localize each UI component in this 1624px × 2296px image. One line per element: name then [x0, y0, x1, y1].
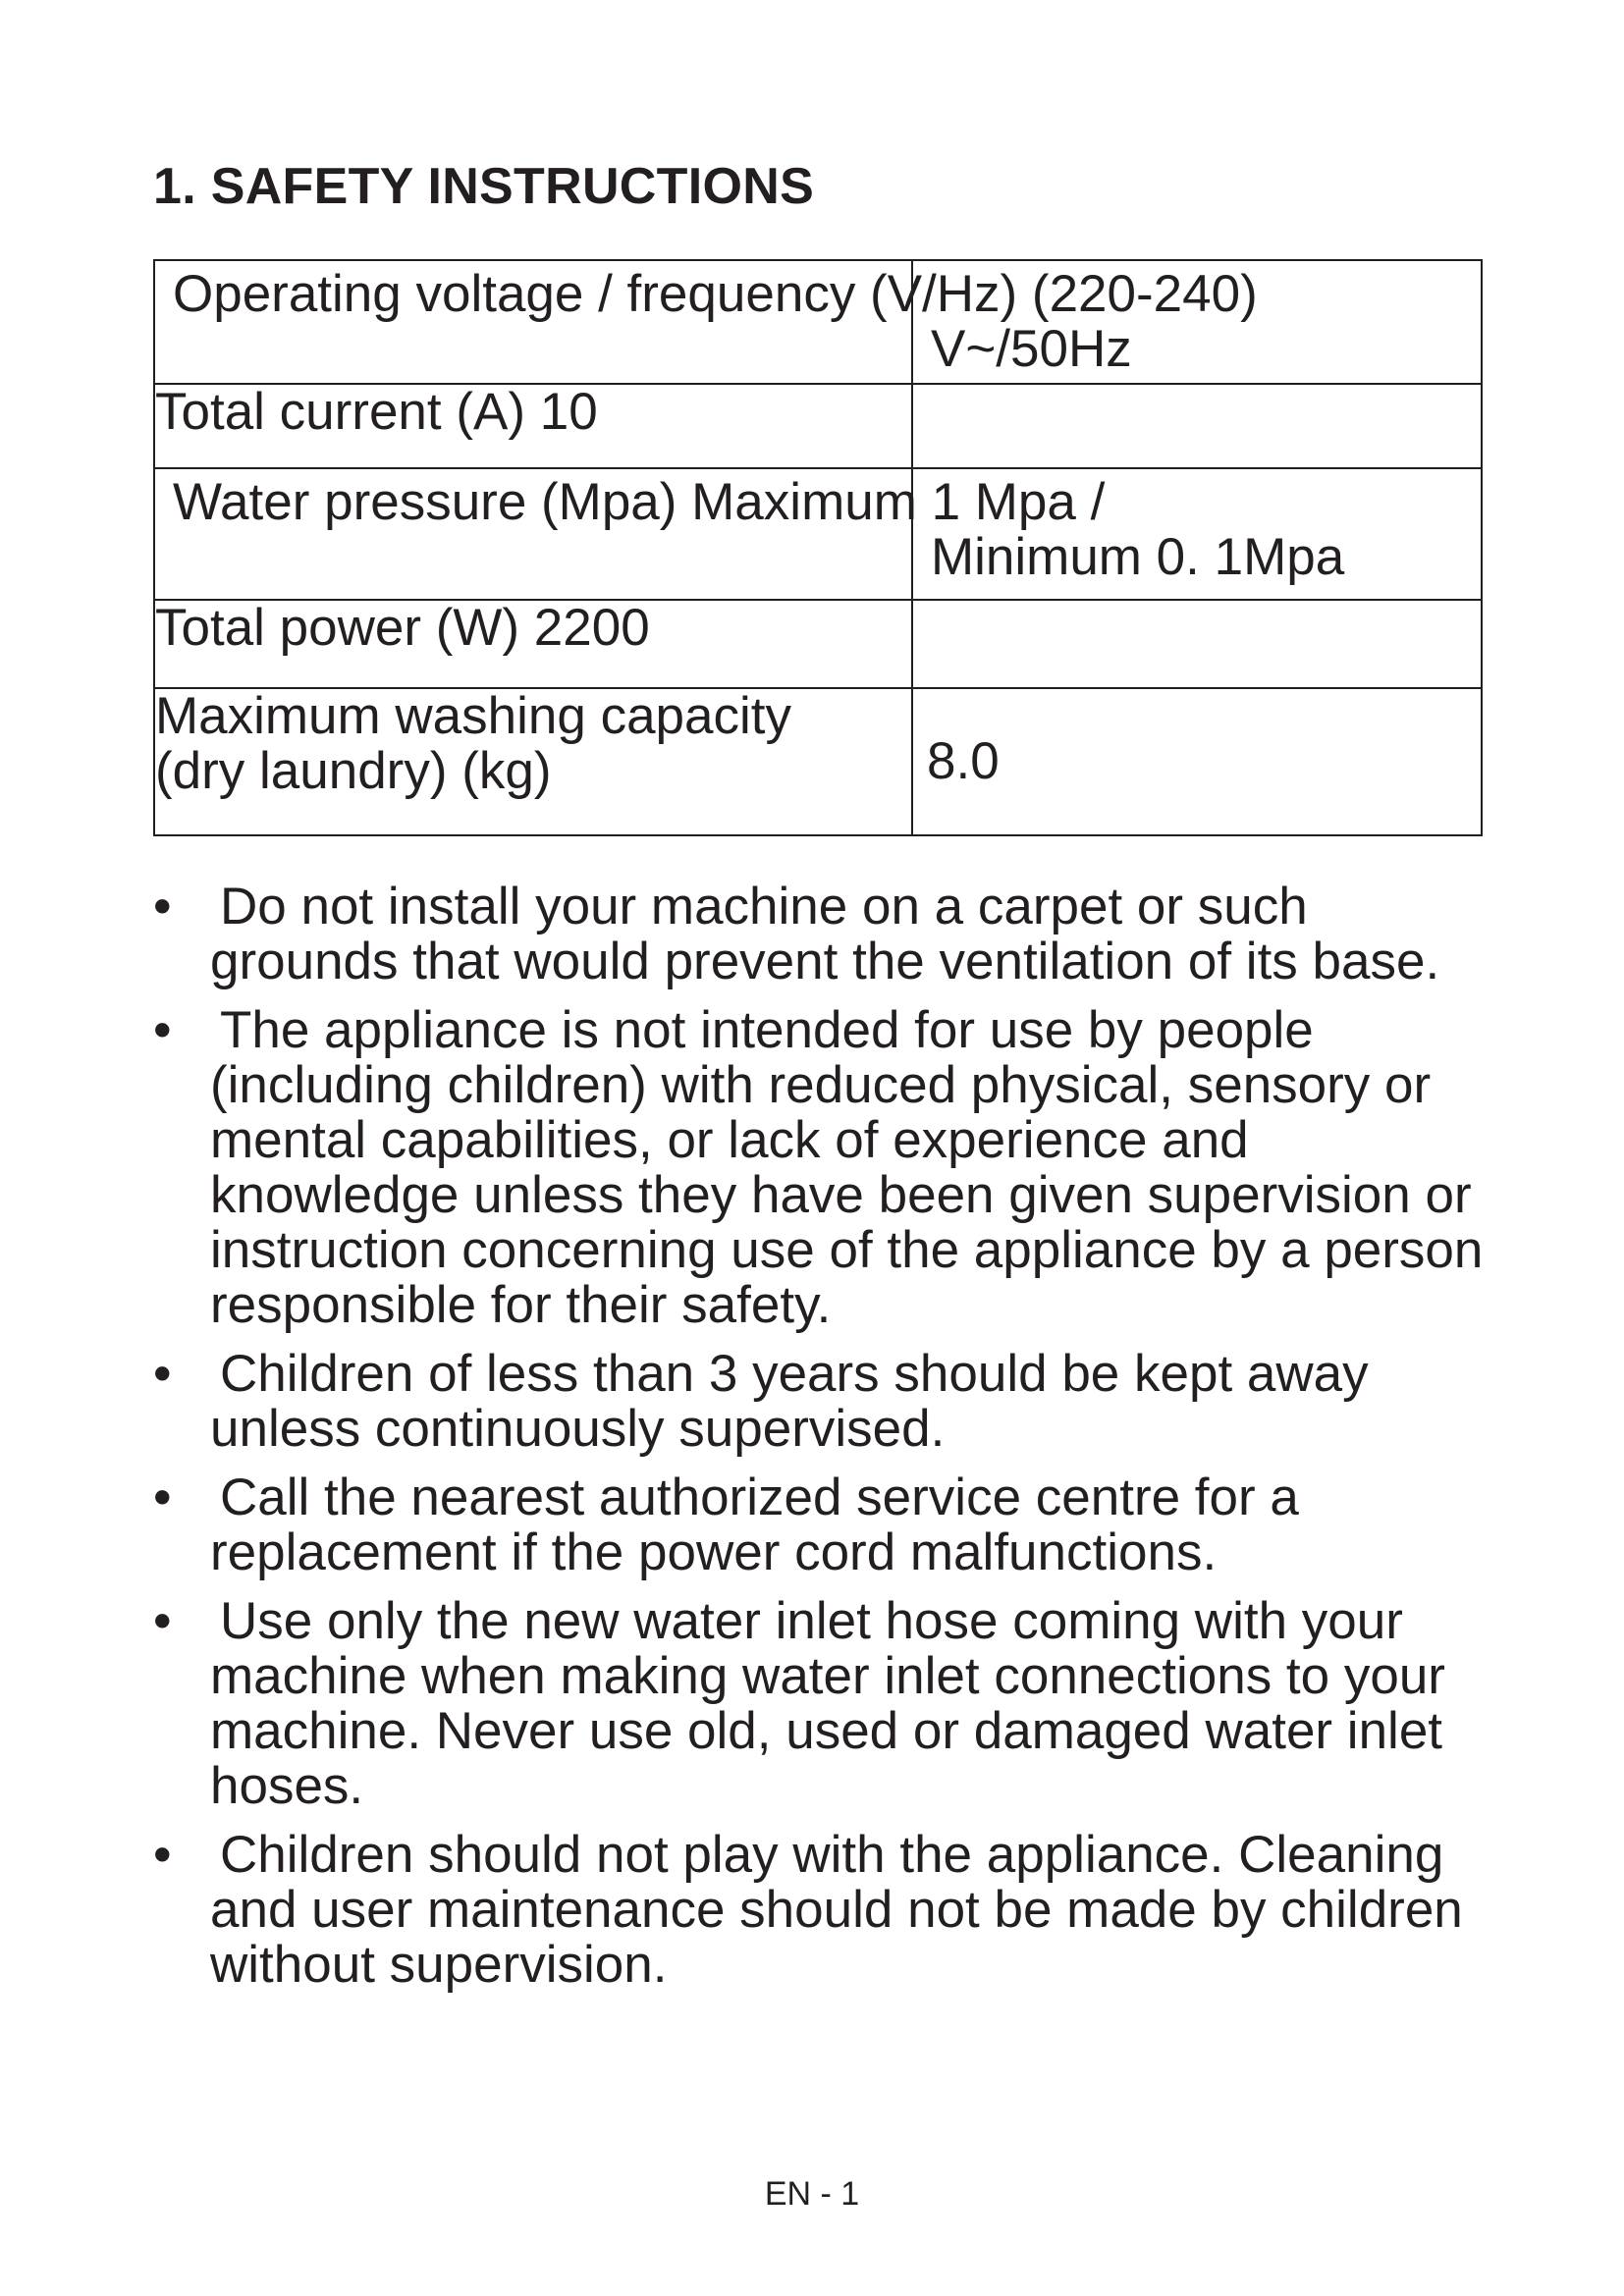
- bullet-icon: •: [153, 1826, 172, 1884]
- table-cell-label: [154, 468, 1106, 600]
- list-item: [153, 1470, 1508, 1580]
- list-item: [153, 1347, 1508, 1457]
- bullet-icon: •: [153, 878, 172, 935]
- bullet-text: Use only the new water inlet hose coming with your machine when making water inlet connections to your machine. Never use old, used or damaged water inlet hoses.: [210, 1592, 1445, 1815]
- list-item: [153, 880, 1508, 989]
- spec-table: [153, 259, 1483, 836]
- table-row: [154, 384, 1482, 468]
- bullet-text: Call the nearest authorized service centre for a replacement if the power cord malfunctions.: [210, 1468, 1299, 1581]
- page-title: 1. SAFETY INSTRUCTIONS: [153, 158, 815, 215]
- bullet-text: Do not install your machine on a carpet or such grounds that would prevent the ventilation of its base.: [210, 878, 1440, 990]
- bullet-icon: •: [153, 1592, 172, 1650]
- table-row: [154, 260, 1482, 384]
- operating-voltage-label: Operating voltage / frequency (V/Hz) (220-240): [173, 265, 1258, 323]
- table-cell-value: [912, 260, 1482, 384]
- table-cell-value: [912, 600, 1482, 688]
- total-power-label: Total power (W) 2200: [155, 599, 650, 657]
- bullet-icon: •: [153, 1001, 172, 1059]
- bullet-text: Children should not play with the appliance. Cleaning and user maintenance should not be made by children without supervision.: [210, 1826, 1463, 1994]
- operating-voltage-value: V~/50Hz: [931, 320, 1132, 378]
- list-item: [153, 1828, 1508, 1993]
- table-row: [154, 688, 1482, 835]
- water-pressure-value: Minimum 0. 1Mpa: [931, 528, 1345, 586]
- table-cell-label: [154, 600, 912, 688]
- table-row: [154, 468, 1482, 600]
- table-cell-value: [912, 384, 1482, 468]
- table-cell-label: [154, 688, 912, 835]
- list-item: [153, 1003, 1508, 1333]
- bullet-icon: •: [153, 1468, 172, 1526]
- bullet-icon: •: [153, 1345, 172, 1403]
- bullet-text: The appliance is not intended for use by people (including children) with reduced physical, sensory or mental capabilities, or lack of experience and knowledge unless they have been given supervision or instruction concerning use of the appliance by a person responsible for their safety.: [210, 1001, 1484, 1334]
- safety-bullet-list: [153, 880, 1508, 2006]
- list-item: [153, 1594, 1508, 1814]
- water-pressure-label: Water pressure (Mpa) Maximum 1 Mpa /: [173, 473, 1106, 531]
- page-number: EN - 1: [764, 2175, 860, 2213]
- table-cell-value: [912, 688, 1482, 835]
- table-cell-value: [912, 468, 1482, 600]
- washing-capacity-label: Maximum washing capacity (dry laundry) (kg): [155, 687, 792, 800]
- washing-capacity-value: 8.0: [927, 732, 1000, 790]
- table-row: [154, 600, 1482, 688]
- bullet-text: Children of less than 3 years should be kept away unless continuously supervised.: [210, 1345, 1369, 1458]
- total-current-label: Total current (A) 10: [155, 383, 598, 441]
- table-cell-label: [154, 384, 912, 468]
